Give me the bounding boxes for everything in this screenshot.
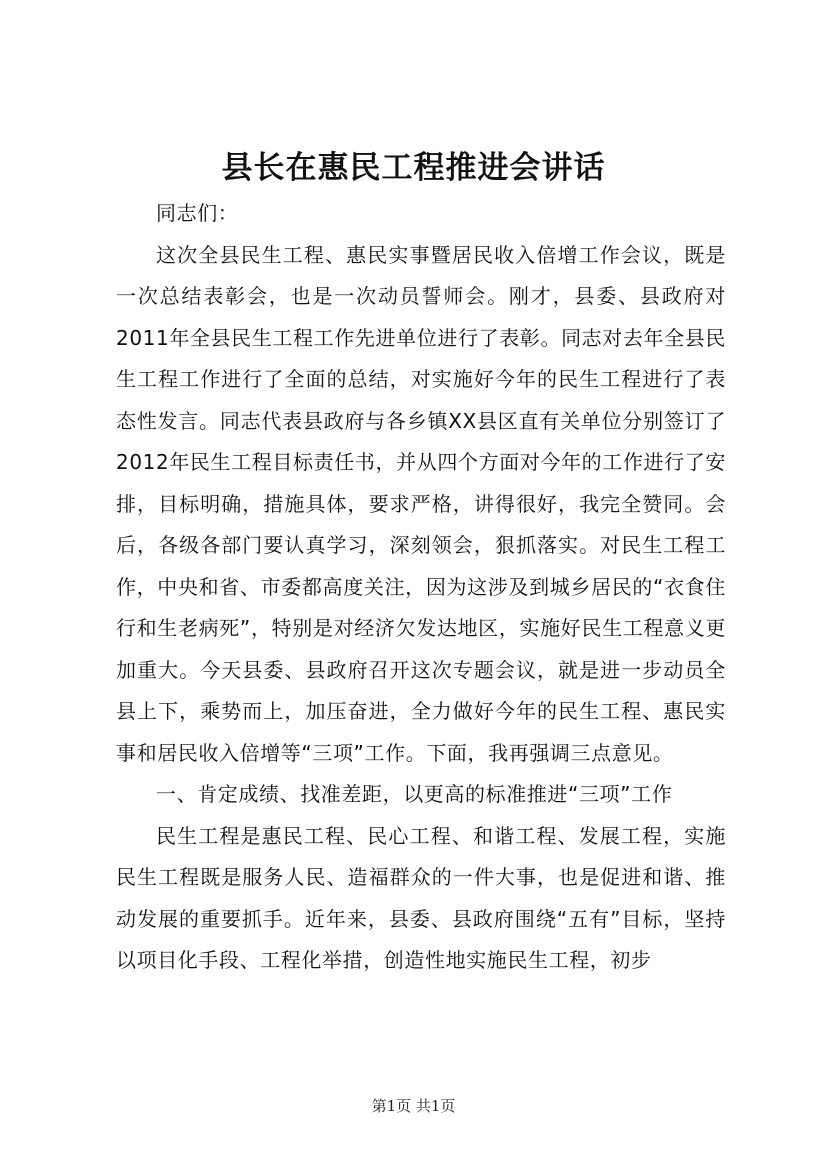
paragraph-intro: 这次全县民生工程、惠民实事暨居民收入倍增工作会议，既是一次总结表彰会，也是一次动员誓师会。刚才，县委、县政府对2011年全县民生工程工作先进单位进行了表彰。同志对去年全县民生工程工作进行了全面的总结，对实施好今年的民生工程进行了表态性发言。同志代表县政府与各乡镇XX县区直有关单位分别签订了2012年民生工程目标责任书，并从四个方面对今年的工作进行了安排，目标明确，措施具体，要求严格，讲得很好，我完全赞同。会后，各级各部门要认真学习，深刻领会，狠抓落实。对民生工程工作，中央和省、市委都高度关注，因为这涉及到城乡居民的“衣食住行和生老病死”，特别是对经济欠发达地区，实施好民生工程意义更加重大。今天县委、县政府召开这次专题会议，就是进一步动员全县上下，乘势而上，加压奋进，全力做好今年的民生工程、惠民实事和居民收入倍增等“三项”工作。下面，我再强调三点意见。 — [116, 242, 726, 765]
page-footer: 第1页 共1页 — [371, 1097, 456, 1115]
document-title: 县长在惠民工程推进会讲话 — [221, 150, 606, 186]
salutation: 同志们： — [156, 201, 239, 225]
paragraph-section-1: 民生工程是惠民工程、民心工程、和谐工程、发展工程，实施民生工程既是服务人民、造福群众的一件大事，也是促进和谐、推动发展的重要抓手。近年来，县委、县政府围绕“五有”目标，坚持以项目化手段、工程化举措，创造性地实施民生工程，初步 — [116, 823, 726, 972]
section-heading-1: 一、肯定成绩、找准差距，以更高的标准推进“三项”工作 — [156, 782, 673, 806]
document-body — [116, 193, 726, 982]
